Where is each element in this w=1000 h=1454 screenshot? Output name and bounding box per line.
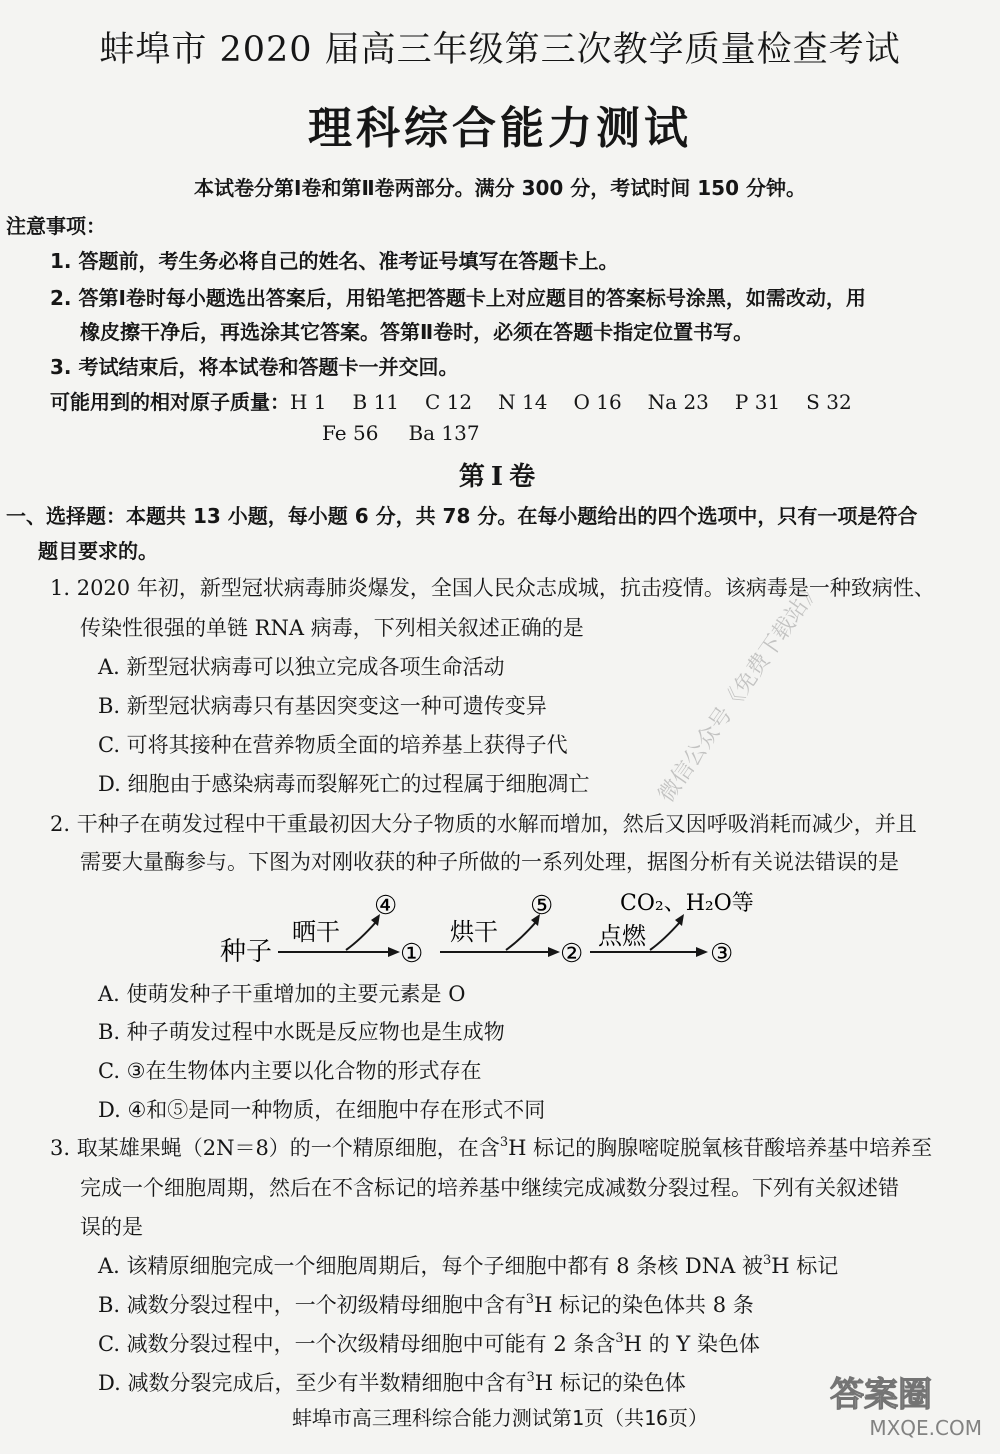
tritium-superscript: 3 bbox=[499, 1135, 509, 1150]
diagram-step-ignite: 点燃 bbox=[598, 922, 646, 950]
atomic-mass-value: S 32 bbox=[806, 390, 852, 414]
diagram-arrowhead-2 bbox=[548, 947, 560, 957]
question-1-option-d: D. 细胞由于感染病毒而裂解死亡的过程属于细胞凋亡 bbox=[98, 772, 590, 796]
section-instructions-line-2: 题目要求的。 bbox=[38, 539, 158, 563]
atomic-mass-value: Fe 56 bbox=[322, 421, 379, 445]
diagonal-watermark: 微信公众号《免费下载站》 bbox=[654, 576, 827, 808]
diagram-node-2: ② bbox=[560, 939, 584, 969]
question-3-stem-line-2: 完成一个细胞周期，然后在不含标记的培养基中继续完成减数分裂过程。下列有关叙述错 bbox=[80, 1176, 899, 1200]
notice-item-2-line-1: 2. 答第Ⅰ卷时每小题选出答案后，用铅笔把答题卡上对应题目的答案标号涂黑，如需改动，用 bbox=[50, 286, 866, 310]
diagram-product-4: ④ bbox=[374, 891, 398, 921]
question-3-stem-text: H 标记的胸腺嘧啶脱氧核苷酸培养基中培养至 bbox=[508, 1136, 933, 1160]
question-3-stem-line-3: 误的是 bbox=[80, 1215, 143, 1239]
diagram-node-1: ① bbox=[400, 939, 424, 969]
tritium-superscript: 3 bbox=[762, 1253, 772, 1268]
exam-title: 蚌埠市 2020 届高三年级第三次教学质量检查考试 bbox=[99, 30, 901, 70]
option-text: H 标记的染色体共 8 条 bbox=[534, 1293, 754, 1317]
notice-item-3: 3. 考试结束后，将本试卷和答题卡一并交回。 bbox=[50, 355, 459, 379]
atomic-mass-value: Na 23 bbox=[647, 390, 709, 414]
question-1-stem-line-2: 传染性很强的单链 RNA 病毒，下列相关叙述正确的是 bbox=[80, 616, 584, 640]
question-1-option-c: C. 可将其接种在营养物质全面的培养基上获得子代 bbox=[98, 733, 568, 757]
question-2-stem-line-1: 2. 干种子在萌发过程中干重最初因大分子物质的水解而增加，然后又因呼吸消耗而减少，并且 bbox=[50, 812, 917, 836]
diagram-branch-arrow-1 bbox=[346, 922, 376, 950]
subject-title: 理科综合能力测试 bbox=[308, 103, 692, 154]
question-2-option-b: B. 种子萌发过程中水既是反应物也是生成物 bbox=[98, 1020, 505, 1044]
atomic-mass-value: Ba 137 bbox=[408, 421, 480, 445]
question-3-stem-text: 3. 取某雄果蝇（2N＝8）的一个精原细胞，在含 bbox=[50, 1136, 500, 1160]
question-1-option-a: A. 新型冠状病毒可以独立完成各项生命活动 bbox=[98, 655, 505, 679]
question-3-option-a bbox=[98, 1250, 838, 1280]
option-text: H 标记的染色体 bbox=[534, 1371, 686, 1395]
question-2-option-a: A. 使萌发种子干重增加的主要元素是 O bbox=[98, 982, 466, 1006]
logo-text: 答案圈 bbox=[830, 1375, 932, 1415]
option-text: C. 减数分裂过程中，一个次级精母细胞中可能有 2 条含 bbox=[98, 1332, 616, 1356]
tritium-superscript: 3 bbox=[615, 1331, 624, 1346]
question-1-stem-line-1: 1. 2020 年初，新型冠状病毒肺炎爆发，全国人民众志成城，抗击疫情。该病毒是一种致病性、 bbox=[50, 576, 935, 600]
question-2-option-c: C. ③在生物体内主要以化合物的形式存在 bbox=[98, 1059, 482, 1083]
atomic-mass-row-2 bbox=[322, 421, 510, 445]
tritium-superscript: 3 bbox=[526, 1370, 535, 1385]
logo-mark-icon bbox=[820, 1368, 990, 1418]
diagram-node-3: ③ bbox=[710, 939, 734, 969]
atomic-mass-value: O 16 bbox=[573, 390, 622, 414]
diagram-seed-label: 种子 bbox=[220, 937, 273, 967]
tritium-superscript: 3 bbox=[525, 1292, 535, 1307]
diagram-arrowhead-1 bbox=[388, 947, 400, 957]
question-2-stem-line-2: 需要大量酶参与。下图为对刚收获的种子所做的一系列处理，据图分析有关说法错误的是 bbox=[80, 850, 899, 874]
question-2-option-d: D. ④和⑤是同一种物质，在细胞中存在形式不同 bbox=[98, 1098, 546, 1122]
part-title: 第Ⅰ卷 bbox=[458, 462, 542, 492]
diagram-branch-arrow-3 bbox=[650, 922, 680, 950]
watermark-domain: MXQE.COM bbox=[869, 1416, 982, 1440]
page-footer: 蚌埠市高三理科综合能力测试第1页（共16页） bbox=[291, 1406, 709, 1430]
seed-treatment-diagram bbox=[218, 884, 778, 974]
option-text: D. 减数分裂完成后，至少有半数精细胞中含有 bbox=[98, 1371, 527, 1395]
atomic-mass-value: C 12 bbox=[425, 390, 473, 414]
question-3-option-b bbox=[98, 1289, 754, 1319]
atomic-mass-label: 可能用到的相对原子质量： bbox=[50, 390, 290, 414]
atomic-mass-value: P 31 bbox=[734, 390, 781, 414]
notice-item-2-line-2: 橡皮擦干净后，再选涂其它答案。答第Ⅱ卷时，必须在答题卡指定位置书写。 bbox=[80, 320, 754, 344]
question-1-option-b: B. 新型冠状病毒只有基因突变这一种可遗传变异 bbox=[98, 694, 547, 718]
option-text: A. 该精原细胞完成一个细胞周期后，每个子细胞中都有 8 条核 DNA 被 bbox=[98, 1254, 763, 1278]
atomic-mass-row-1 bbox=[50, 386, 878, 415]
notice-item-1: 1. 答题前，考生务必将自己的姓名、准考证号填写在答题卡上。 bbox=[50, 249, 619, 273]
diagram-branch-arrow-2 bbox=[506, 922, 536, 950]
site-logo-watermark bbox=[820, 1368, 990, 1440]
option-text: H 的 Y 染色体 bbox=[623, 1332, 760, 1356]
diagram-step-oven-dry: 烘干 bbox=[450, 918, 498, 946]
atomic-mass-value: H 1 bbox=[290, 390, 327, 414]
question-3-stem-line-1 bbox=[50, 1132, 932, 1162]
diagram-product-5: ⑤ bbox=[530, 891, 554, 921]
exam-intro: 本试卷分第Ⅰ卷和第Ⅱ卷两部分。满分 300 分，考试时间 150 分钟。 bbox=[194, 176, 806, 200]
section-instructions-line-1: 一、选择题：本题共 13 小题，每小题 6 分，共 78 分。在每小题给出的四个选项中，只有一项是符合 bbox=[6, 504, 918, 528]
option-text: B. 减数分裂过程中，一个初级精母细胞中含有 bbox=[98, 1293, 526, 1317]
question-3-option-d bbox=[98, 1367, 686, 1397]
diagram-combustion-products: CO₂、H₂O等 bbox=[620, 891, 754, 916]
atomic-mass-value: B 11 bbox=[352, 390, 400, 414]
atomic-mass-value: N 14 bbox=[498, 390, 548, 414]
diagram-arrowhead-3 bbox=[696, 947, 708, 957]
question-3-option-c bbox=[98, 1328, 760, 1358]
diagram-step-sun-dry: 晒干 bbox=[292, 918, 340, 946]
option-text: H 标记 bbox=[771, 1254, 839, 1278]
notice-heading: 注意事项： bbox=[6, 214, 106, 238]
